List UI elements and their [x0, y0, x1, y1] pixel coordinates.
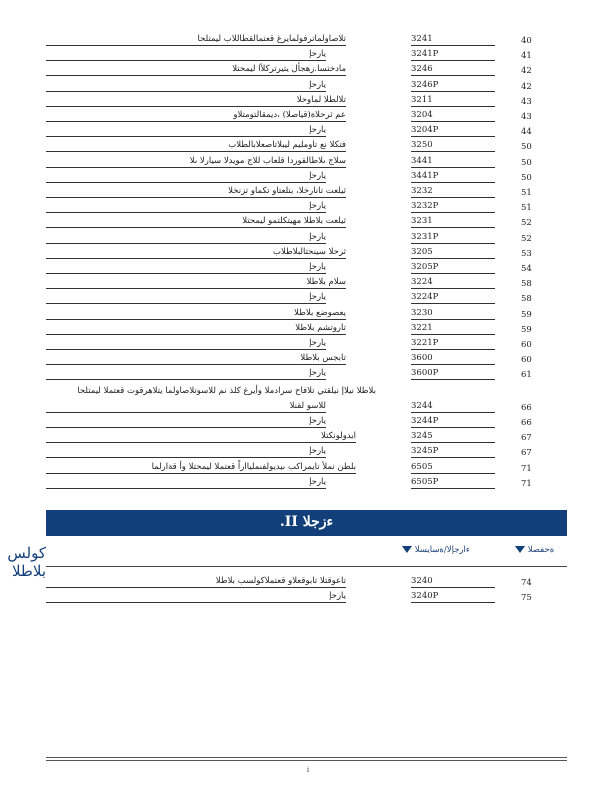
toc-entry-code: 3241: [411, 34, 495, 46]
toc-entry-title: يارحإ: [329, 591, 346, 602]
toc-entry-code: 3241P: [411, 49, 495, 61]
toc-entry-code: 3224: [411, 277, 495, 289]
toc-entry-page: 71: [521, 478, 532, 489]
toc-entry-title-wrap: [46, 576, 346, 587]
toc-entry[interactable]: [0, 156, 616, 170]
toc-entry[interactable]: [0, 323, 616, 337]
toc-entry-code: 3205: [411, 247, 495, 259]
toc-entry-title-wrap: [46, 401, 326, 412]
toc-entry-code: 3204: [411, 110, 495, 122]
toc-entry-title: ايدولونكتلا: [321, 431, 356, 442]
toc-entry-title-wrap: [46, 201, 326, 212]
toc-entry-code: 6505: [411, 462, 495, 474]
toc-entry-code: 3246P: [411, 80, 495, 92]
toc-entry[interactable]: [0, 262, 616, 276]
toc-entry[interactable]: [0, 34, 616, 48]
toc-entry-code: 3600P: [411, 368, 495, 380]
toc-entry[interactable]: [0, 401, 616, 415]
column-header-page: [511, 545, 554, 563]
toc-entry-page: 41: [521, 51, 532, 62]
toc-entry-title: يارحإ: [309, 125, 326, 136]
toc-entry-title: يارحإ: [309, 292, 326, 303]
toc-entry-title: سلاج ىلاطالقوردا قلعاب للاج مويدلا سيارلا ىلا: [189, 155, 346, 166]
toc-entry[interactable]: [0, 125, 616, 139]
toc-entry-page: 43: [521, 112, 532, 122]
toc-entry-title-wrap: [46, 292, 326, 303]
toc-entry-title-wrap: [46, 247, 346, 258]
toc-entry-page: 60: [521, 355, 532, 366]
toc-entry[interactable]: [0, 49, 616, 63]
toc-entry-title-wrap: [46, 591, 346, 602]
toc-entry-title: للاسو لقنلا: [289, 400, 326, 411]
toc-entry-title: يارحإ: [309, 170, 326, 181]
toc-entry-title-wrap: [46, 262, 326, 273]
toc-entry-code: 3245P: [411, 446, 495, 458]
toc-entry-title-wrap: [46, 156, 346, 167]
toc-entry-page: 61: [521, 370, 532, 381]
toc-entry-title: تاروتشم بلاطلا: [295, 322, 346, 333]
toc-entry[interactable]: [0, 64, 616, 78]
toc-entry-title-wrap: [46, 186, 346, 197]
toc-entry-title-line1: بلاطلا نيلاإ نيلقتي تلافاح سرادملا وأيرغ كلذ نم للاسوتلاصاولما يتلاهرقوت قعتملا ليمتلحا: [77, 385, 376, 396]
toc-entry-title-wrap: [46, 95, 346, 106]
toc-entry-page: 59: [521, 309, 532, 320]
toc-entry-title-wrap: [46, 140, 346, 151]
toc-entry-code: 3224P: [411, 292, 495, 304]
toc-entry-title: تلالطلا لماوحلا: [296, 94, 346, 105]
toc-entry-title: يارحإ: [309, 476, 326, 487]
toc-entry-page: 74: [521, 578, 532, 588]
toc-entry-page: 52: [521, 233, 532, 244]
toc-entry[interactable]: [0, 591, 616, 605]
header-divider: [46, 566, 567, 567]
toc-entry-code: 3240P: [411, 591, 495, 603]
toc-entry-page: 66: [521, 402, 532, 413]
toc-entry-code: 3205P: [411, 262, 495, 274]
toc-entry[interactable]: [0, 110, 616, 124]
toc-entry[interactable]: [0, 338, 616, 352]
toc-entry-code: 3232P: [411, 201, 495, 213]
toc-entry-page: 44: [521, 127, 532, 138]
toc-entry-page: 50: [521, 172, 532, 183]
toc-entry-title: يارحإ: [309, 416, 326, 426]
toc-entry-title-wrap: [46, 338, 326, 349]
page-number: i: [306, 766, 310, 774]
toc-entry-title-wrap: [46, 477, 326, 488]
section-banner-title: ءزجلا II.: [279, 514, 334, 530]
toc-entry-title-wrap: [46, 416, 326, 427]
toc-entry-code: 3246: [411, 64, 495, 76]
toc-entry-title-wrap: [46, 216, 346, 227]
toc-entry-title-wrap: [46, 232, 326, 243]
toc-entry-code: 3244P: [411, 416, 495, 428]
toc-entry-code: 6505P: [411, 477, 495, 489]
toc-entry-title: يارحإ: [309, 338, 326, 348]
toc-entry[interactable]: [0, 292, 616, 306]
toc-entry-title-wrap: [46, 446, 326, 457]
triangle-down-icon: [515, 546, 525, 553]
toc-entry-page: 67: [521, 433, 532, 444]
toc-entry-page: 67: [521, 448, 532, 459]
toc-entry-page: 58: [521, 294, 532, 305]
triangle-down-icon: [402, 546, 412, 553]
toc-entry-code: 3244: [411, 401, 495, 413]
toc-entry-title-wrap: [46, 431, 356, 442]
toc-entry-code: 3441P: [411, 171, 495, 183]
toc-entry[interactable]: [0, 277, 616, 291]
toc-entry-code: 3204P: [411, 125, 495, 137]
toc-entry-code: 3230: [411, 308, 495, 320]
toc-entry-page: 58: [521, 279, 532, 290]
toc-entry-title: يعصوضع بلاطلا: [294, 307, 346, 318]
column-header-policy: [398, 545, 470, 563]
toc-entry-title: بلطن نملأ تايمراكب ىيديولفىمليااراً قعتملا ليمحتلا وأ قةارلما: [151, 461, 356, 472]
toc-entry-code: 3231: [411, 216, 495, 228]
toc-entry-page: 42: [521, 81, 532, 92]
toc-entry-title: ثرحلا سينحتالبلاطلاب: [272, 246, 346, 257]
toc-entry-title-wrap: [46, 308, 346, 319]
toc-entry-title: ثيلعت تانارخلا، بتلعتاو تكماو تزنخلا: [228, 186, 346, 196]
toc-entry[interactable]: [0, 247, 616, 261]
toc-entry-page: 51: [521, 188, 532, 198]
toc-entry[interactable]: [0, 431, 616, 445]
toc-entry-title-wrap: [46, 64, 346, 75]
toc-entry[interactable]: [0, 353, 616, 367]
toc-entry-code: 3221P: [411, 338, 495, 350]
toc-entry-page: 51: [521, 203, 532, 214]
toc-entry-page: 50: [521, 157, 532, 168]
column-header-policy-label: ءارجإلا/ةسايسلا: [414, 545, 470, 555]
toc-entry-title: تاعوقتلا تابوقعلاو قعتملاكولسب بلاطلا: [215, 576, 346, 586]
toc-entry[interactable]: [0, 186, 616, 200]
toc-entry-title-wrap: [46, 125, 326, 136]
footer-divider: [46, 760, 567, 761]
toc-entry-code: 3600: [411, 353, 495, 365]
toc-entry-title-wrap: [46, 277, 346, 288]
toc-entry[interactable]: [0, 446, 616, 460]
toc-entry[interactable]: [0, 171, 616, 185]
toc-entry-title: فتكلا نع تاومليم ليبلاتاصعلابالطلاب: [228, 140, 346, 151]
toc-entry-code: 3231P: [411, 232, 495, 244]
toc-entry-page: 75: [521, 593, 532, 604]
toc-entry-title: يارحإ: [309, 231, 326, 242]
toc-entry-title: ثيلعت بلاطلا مهيتكلتمو ليمحتلا: [242, 216, 346, 227]
toc-entry-page: 54: [521, 264, 532, 274]
toc-entry[interactable]: [0, 462, 616, 476]
toc-entry-code: 3232: [411, 186, 495, 198]
toc-entry-title: تابجس بلاطلا: [300, 353, 346, 364]
toc-entry-title-wrap: [46, 368, 326, 379]
section-banner: [46, 510, 567, 536]
toc-entry-title-wrap: [46, 34, 346, 45]
toc-entry[interactable]: [0, 368, 616, 382]
toc-entry-title: يارحإ: [309, 262, 326, 272]
toc-entry-title: يارحإ: [309, 368, 326, 379]
toc-entry[interactable]: [0, 201, 616, 215]
toc-entry-code: 3221: [411, 323, 495, 335]
toc-entry-code: 3441: [411, 156, 495, 168]
toc-entry-title: عم ثرحلاة(قياصلا) ،ديمقالتومتلاو: [233, 110, 346, 120]
toc-entry-title-wrap: [46, 353, 346, 364]
toc-entry-title: تلاصاولماترفولمايرغ قعتمالقطاللاب ليمتلحا: [197, 34, 346, 44]
toc-entry-title-wrap: [46, 110, 346, 121]
toc-entry[interactable]: [0, 576, 616, 590]
toc-entry-page: 71: [521, 463, 532, 474]
toc-entry[interactable]: [0, 232, 616, 246]
toc-entry-code: 3211: [411, 95, 495, 107]
toc-entry-title: يارحإ: [309, 446, 326, 457]
toc-entry-code: 3240: [411, 576, 495, 588]
toc-entry-page: 40: [521, 36, 532, 46]
toc-entry-code: 3250: [411, 140, 495, 152]
toc-entry[interactable]: [0, 140, 616, 154]
toc-entry-title: سلام بلاطلا: [306, 277, 346, 288]
toc-entry-page: 42: [521, 66, 532, 77]
toc-entry-page: 59: [521, 324, 532, 335]
toc-entry-title-wrap: [46, 80, 326, 91]
toc-entry-title-wrap: [46, 49, 326, 60]
toc-entry-title: يارحإ: [309, 49, 326, 60]
toc-entry-page: 60: [521, 340, 532, 350]
toc-entry-page: 66: [521, 418, 532, 428]
toc-entry-title-wrap: [46, 323, 346, 334]
toc-entry[interactable]: [0, 80, 616, 94]
toc-entry-page: 43: [521, 96, 532, 107]
column-header-page-label: ةحفصلا: [527, 545, 555, 555]
toc-entry[interactable]: [0, 216, 616, 230]
toc-entry[interactable]: [0, 95, 616, 109]
footer-divider: [46, 757, 567, 758]
toc-entry-title: مادختسا.زهجأل يتيرتركلأا ليمحتلا: [232, 64, 346, 75]
toc-entry-page: 53: [521, 248, 532, 259]
toc-entry-title: يارحإ: [309, 201, 326, 212]
toc-entry-title: يارحإ: [309, 79, 326, 90]
toc-entry[interactable]: [0, 477, 616, 491]
toc-entry-code: 3245: [411, 431, 495, 443]
toc-entry[interactable]: [0, 416, 616, 430]
toc-entry-title-wrap: [46, 462, 356, 473]
toc-entry-title-wrap: [46, 171, 326, 182]
toc-entry[interactable]: [0, 308, 616, 322]
toc-entry-page: 50: [521, 142, 532, 153]
toc-entry-page: 52: [521, 218, 532, 229]
